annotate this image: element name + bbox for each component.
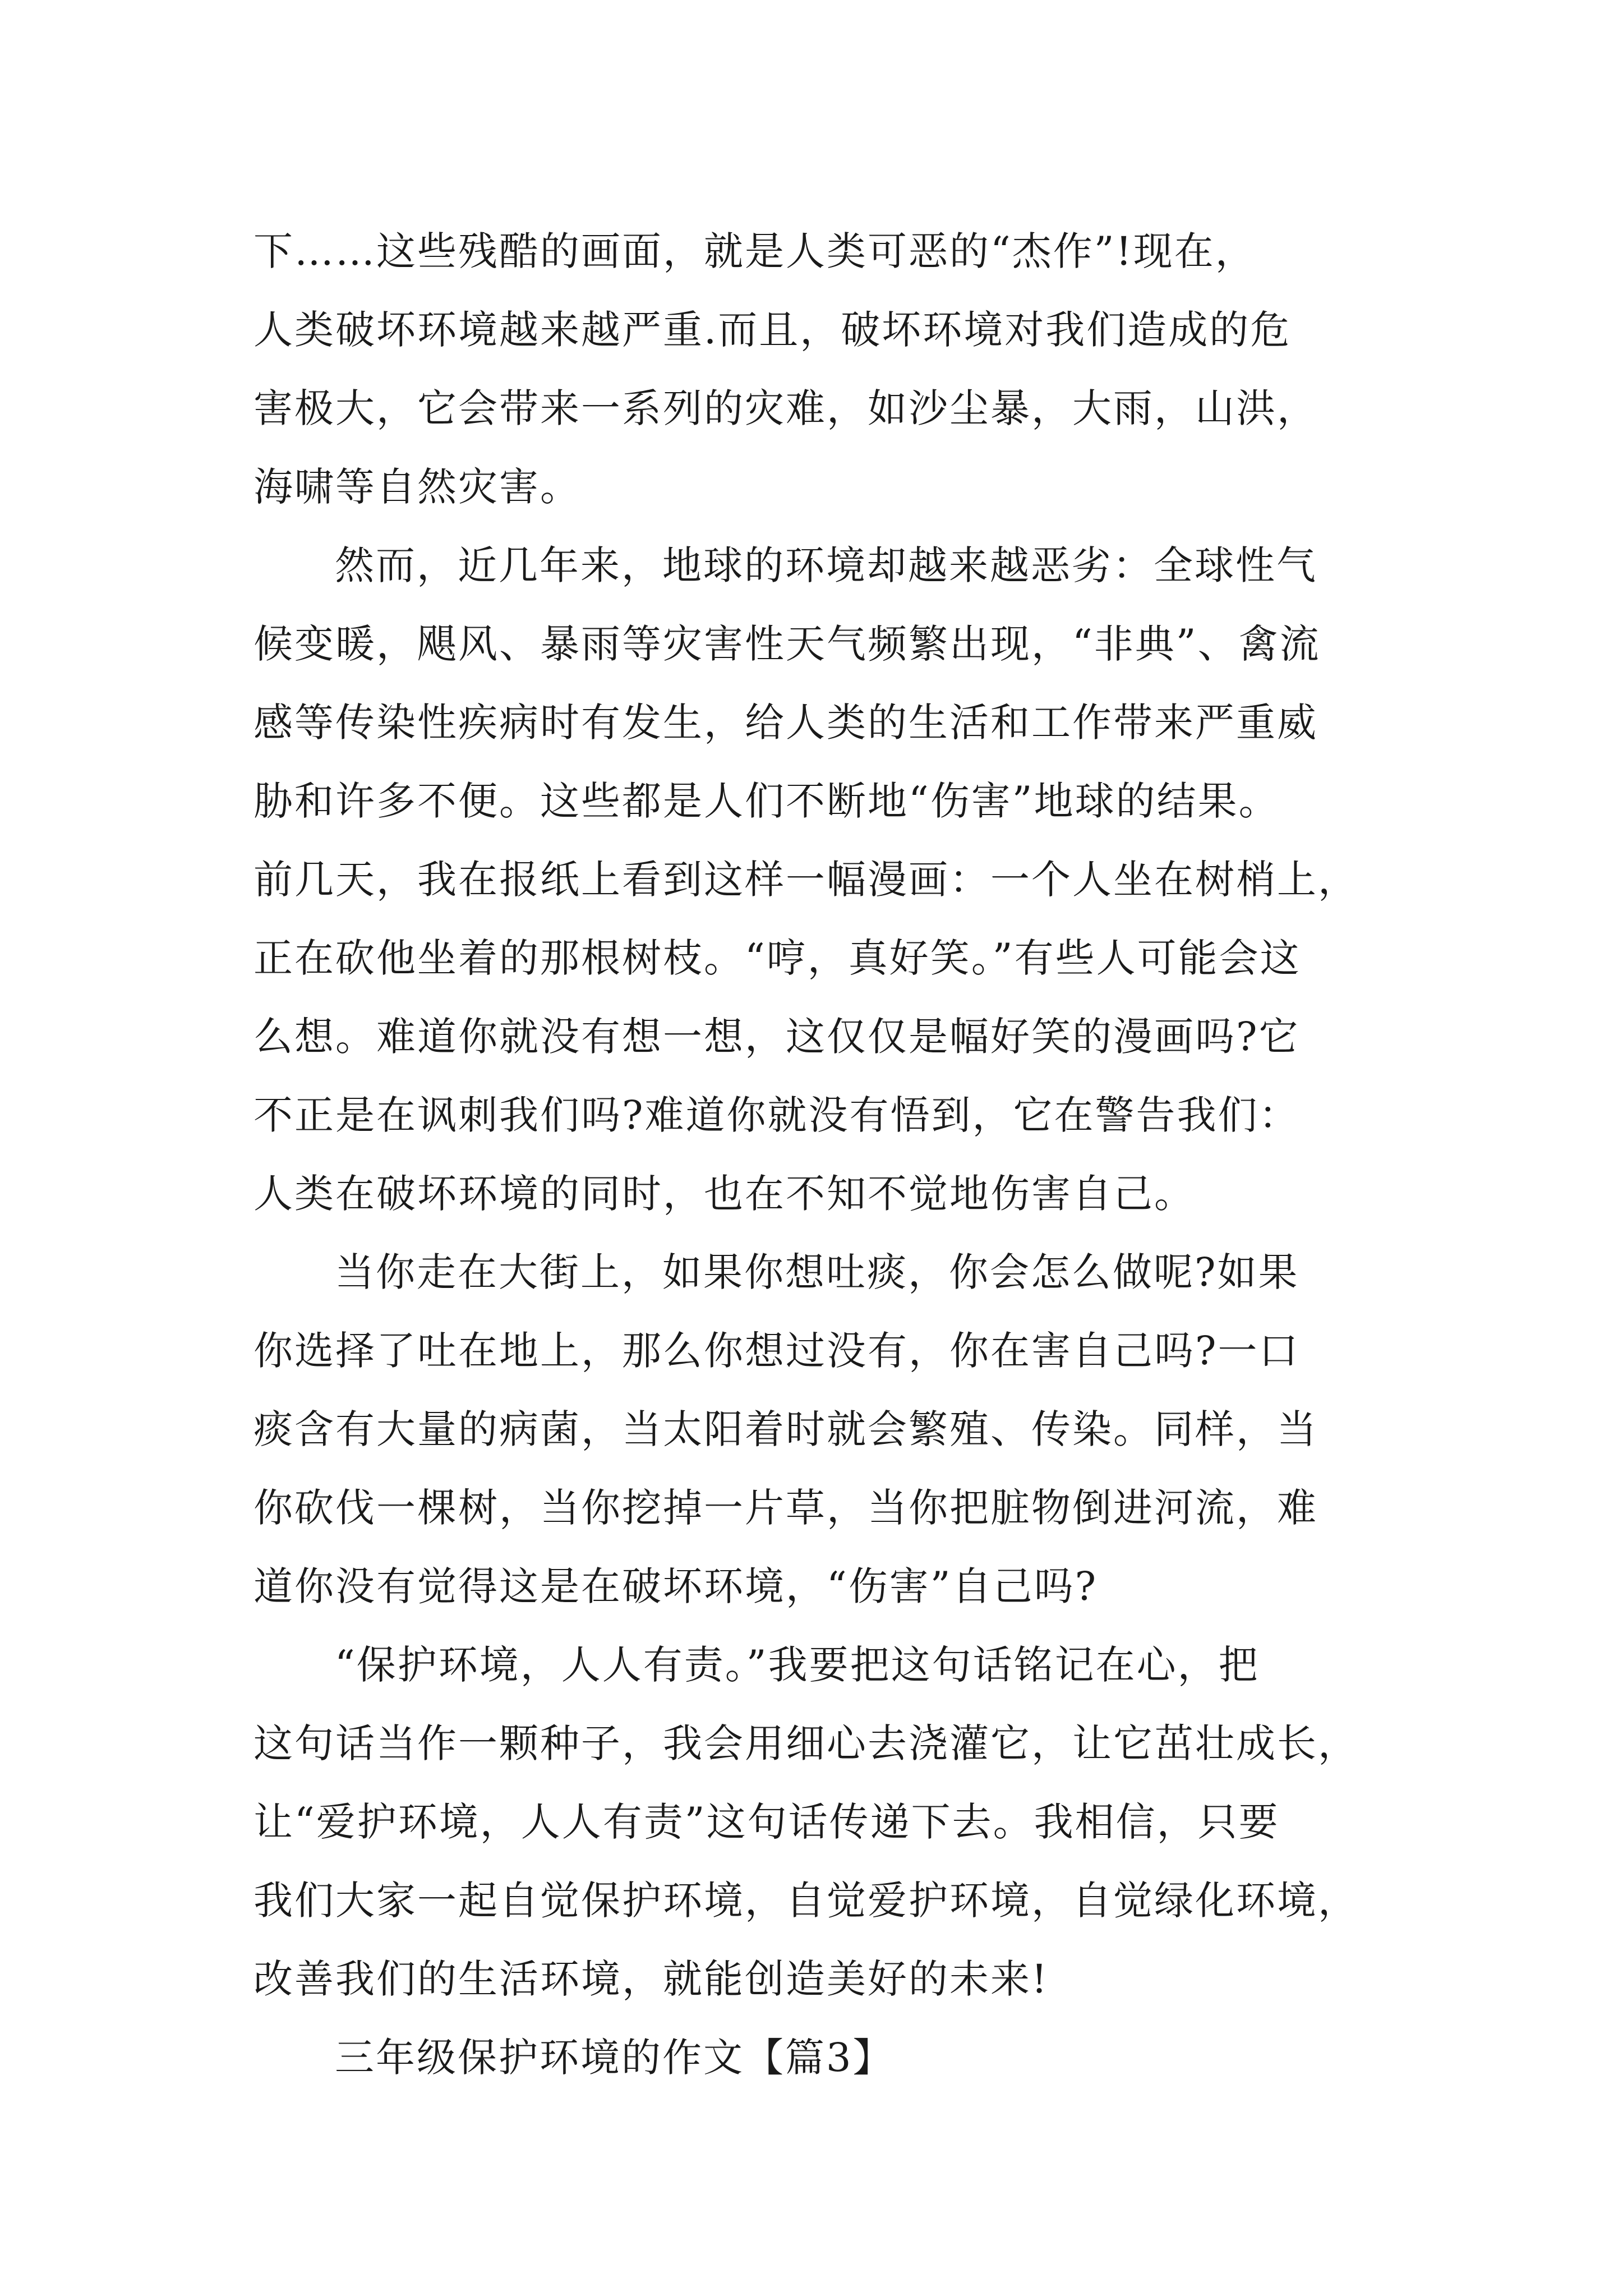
text-line: 你选择了吐在地上，那么你想过没有，你在害自己吗?一口 — [253, 1328, 1300, 1374]
text-line: 你砍伐一棵树，当你挖掉一片草，当你把脏物倒进河流，难 — [253, 1485, 1318, 1531]
document-body — [253, 212, 1392, 2097]
text-line: 改善我们的生活环境，就能创造美好的未来! — [253, 1956, 1049, 2002]
text-line: 胁和许多不便。这些都是人们不断地“伤害”地球的结果。 — [253, 778, 1280, 824]
text-line: 候变暖，飓风、暴雨等灾害性天气频繁出现，“非典”、禽流 — [253, 621, 1321, 667]
text-line: 么想。难道你就没有想一想，这仅仅是幅好笑的漫画吗?它 — [253, 1014, 1300, 1060]
paragraph-start-line: 然而，近几年来，地球的环境却越来越恶劣：全球性气 — [335, 542, 1317, 588]
text-line: 我们大家一起自觉保护环境，自觉爱护环境，自觉绿化环境， — [253, 1878, 1359, 1924]
paragraph-start-line: “保护环境，人人有责。”我要把这句话铭记在心，把 — [335, 1642, 1260, 1688]
text-line: 海啸等自然灾害。 — [253, 464, 581, 510]
text-line: 不正是在讽刺我们吗?难道你就没有悟到，它在警告我们： — [253, 1092, 1300, 1138]
text-line: 这句话当作一颗种子，我会用细心去浇灌它，让它茁壮成长， — [253, 1720, 1359, 1766]
text-line: 道你没有觉得这是在破坏环境，“伤害”自己吗? — [253, 1563, 1098, 1609]
section-heading: 三年级保护环境的作文【篇3】 — [335, 2035, 894, 2081]
text-line: 人类破坏环境越来越严重.而且，破坏环境对我们造成的危 — [253, 307, 1292, 353]
text-line: 下……这些残酷的画面，就是人类可恶的“杰作”!现在， — [253, 228, 1256, 274]
text-line: 感等传染性疾病时有发生，给人类的生活和工作带来严重威 — [253, 700, 1318, 746]
text-line: 人类在破坏环境的同时，也在不知不觉地伤害自己。 — [253, 1171, 1195, 1217]
text-line: 前几天，我在报纸上看到这样一幅漫画：一个人坐在树梢上， — [253, 857, 1359, 903]
paragraph-start-line: 当你走在大街上，如果你想吐痰，你会怎么做呢?如果 — [335, 1249, 1299, 1295]
text-line: 正在砍他坐着的那根树枝。“哼，真好笑。”有些人可能会这 — [253, 935, 1301, 981]
text-line: 害极大，它会带来一系列的灾难，如沙尘暴，大雨，山洪， — [253, 385, 1318, 431]
text-line: 让“爱护环境，人人有责”这句话传递下去。我相信，只要 — [253, 1799, 1280, 1845]
text-line: 痰含有大量的病菌，当太阳着时就会繁殖、传染。同样，当 — [253, 1406, 1318, 1452]
